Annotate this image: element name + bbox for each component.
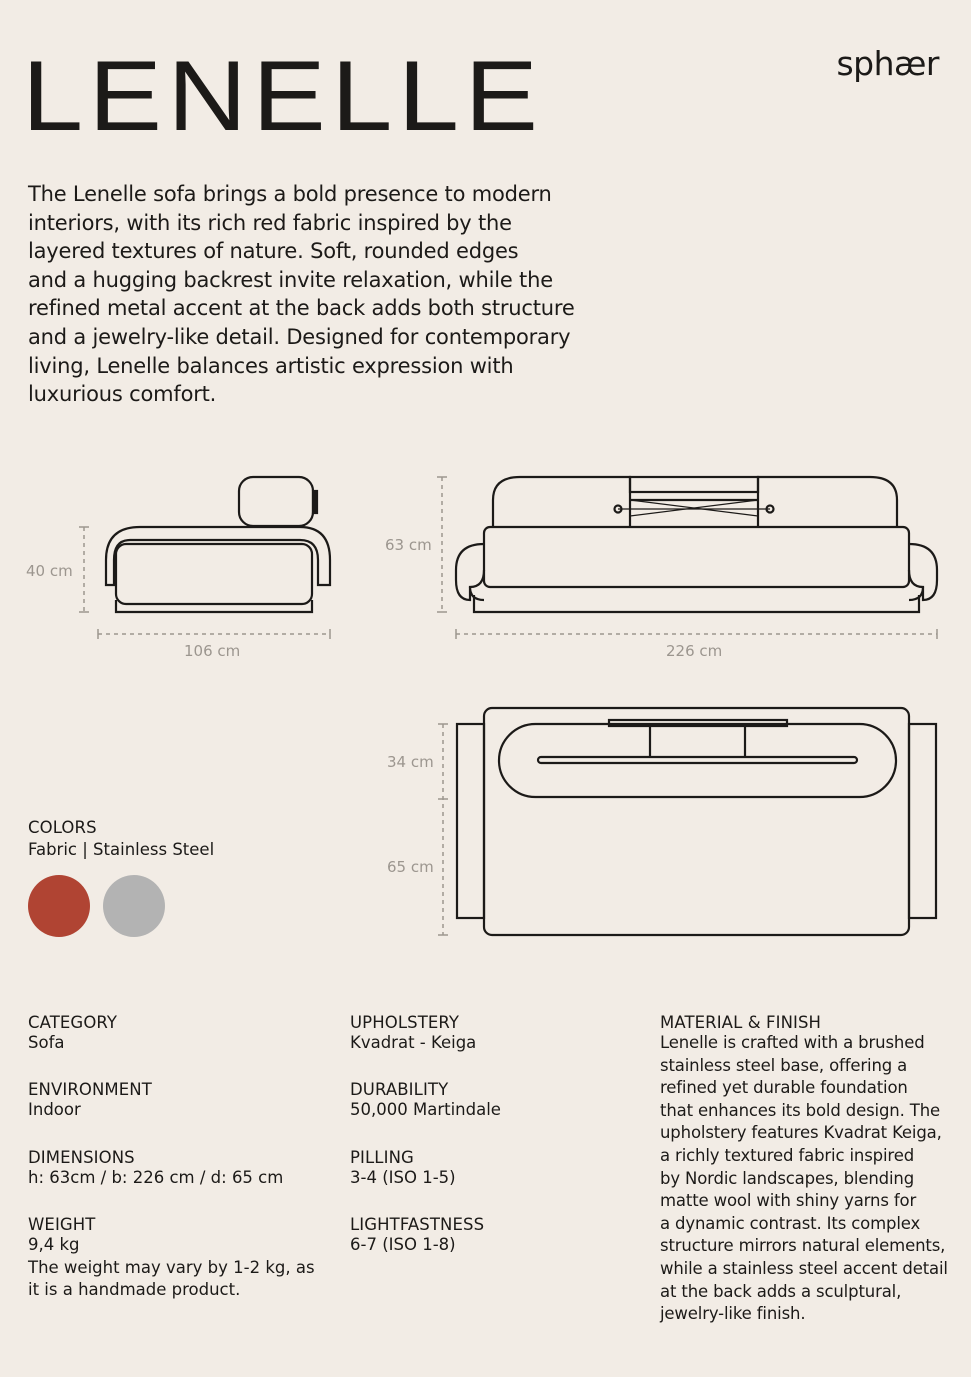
material-line: while a stainless steel accent detail xyxy=(660,1258,948,1278)
spec-label: ENVIRONMENT xyxy=(28,1080,152,1099)
spec-upholstery xyxy=(350,1013,476,1055)
description-line: and a jewelry-like detail. Designed for contemporary xyxy=(28,324,571,349)
material-line: upholstery features Kvadrat Keiga, xyxy=(660,1123,942,1143)
spec-label: CATEGORY xyxy=(28,1013,118,1032)
product-title: LENELLE xyxy=(22,40,544,151)
fabric-swatch xyxy=(28,875,90,937)
spec-durability xyxy=(350,1080,501,1122)
steel-swatch xyxy=(103,875,165,937)
spec-label: UPHOLSTERY xyxy=(350,1013,460,1032)
side-height-label: 40 cm xyxy=(26,562,73,580)
material-line: a richly textured fabric inspired xyxy=(660,1145,915,1165)
spec-label: DIMENSIONS xyxy=(28,1148,135,1167)
material-line: stainless steel base, offering a xyxy=(660,1055,908,1075)
colors-subtitle: Fabric | Stainless Steel xyxy=(28,840,215,859)
spec-note: it is a handmade product. xyxy=(28,1280,241,1299)
spec-label: MATERIAL & FINISH xyxy=(660,1013,822,1032)
spec-pilling xyxy=(350,1148,456,1190)
material-line: matte wool with shiny yarns for xyxy=(660,1191,917,1211)
colors-heading: COLORS xyxy=(28,818,97,837)
side-depth-label: 106 cm xyxy=(184,642,241,660)
description-line: The Lenelle sofa brings a bold presence to modern xyxy=(28,182,552,206)
spec-material-finish xyxy=(660,1013,950,1326)
colors-section xyxy=(28,818,214,859)
front-height-label: 63 cm xyxy=(385,536,432,554)
material-line: at the back adds a sculptural, xyxy=(660,1281,902,1301)
material-line: jewelry-like finish. xyxy=(660,1304,806,1324)
spec-value: Sofa xyxy=(28,1033,65,1052)
material-line: that enhances its bold design. The xyxy=(660,1100,941,1120)
spec-value: Indoor xyxy=(28,1100,81,1119)
description-line: luxurious comfort. xyxy=(28,382,217,407)
spec-category xyxy=(28,1013,117,1055)
spec-dimensions xyxy=(28,1148,283,1190)
spec-value: 6-7 (ISO 1-8) xyxy=(350,1235,456,1254)
spec-note: The weight may vary by 1-2 kg, as xyxy=(28,1257,315,1277)
material-line: refined yet durable foundation xyxy=(660,1078,908,1098)
spec-label: DURABILITY xyxy=(350,1080,449,1099)
spec-environment xyxy=(28,1080,152,1122)
top-back-depth-label: 34 cm xyxy=(387,753,434,771)
material-line: Lenelle is crafted with a brushed xyxy=(660,1033,925,1052)
description-line: interiors, with its rich red fabric inspired by the xyxy=(28,210,512,235)
spec-value: Kvadrat - Keiga xyxy=(350,1033,477,1052)
spec-label: PILLING xyxy=(350,1148,414,1167)
description-line: layered textures of nature. Soft, rounded edges xyxy=(28,239,519,264)
top-seat-depth-label: 65 cm xyxy=(387,858,434,876)
description-line: refined metal accent at the back adds both structure xyxy=(28,296,575,321)
spec-value: 50,000 Martindale xyxy=(350,1100,501,1119)
front-width-label: 226 cm xyxy=(666,642,723,660)
material-line: structure mirrors natural elements, xyxy=(660,1236,946,1256)
spec-lightfastness xyxy=(350,1215,484,1257)
material-line: a dynamic contrast. Its complex xyxy=(660,1213,921,1233)
description-line: living, Lenelle balances artistic expression with xyxy=(28,353,514,378)
description-line: and a hugging backrest invite relaxation, while the xyxy=(28,267,553,292)
spec-value: 3-4 (ISO 1-5) xyxy=(350,1168,456,1187)
spec-weight xyxy=(28,1215,315,1302)
spec-label: WEIGHT xyxy=(28,1215,96,1234)
brand-logo: sphær xyxy=(836,44,939,83)
spec-value: h: 63cm / b: 226 cm / d: 65 cm xyxy=(28,1168,284,1187)
spec-label: LIGHTFASTNESS xyxy=(350,1215,485,1234)
spec-value: 9,4 kg xyxy=(28,1235,80,1254)
material-line: by Nordic landscapes, blending xyxy=(660,1168,915,1188)
